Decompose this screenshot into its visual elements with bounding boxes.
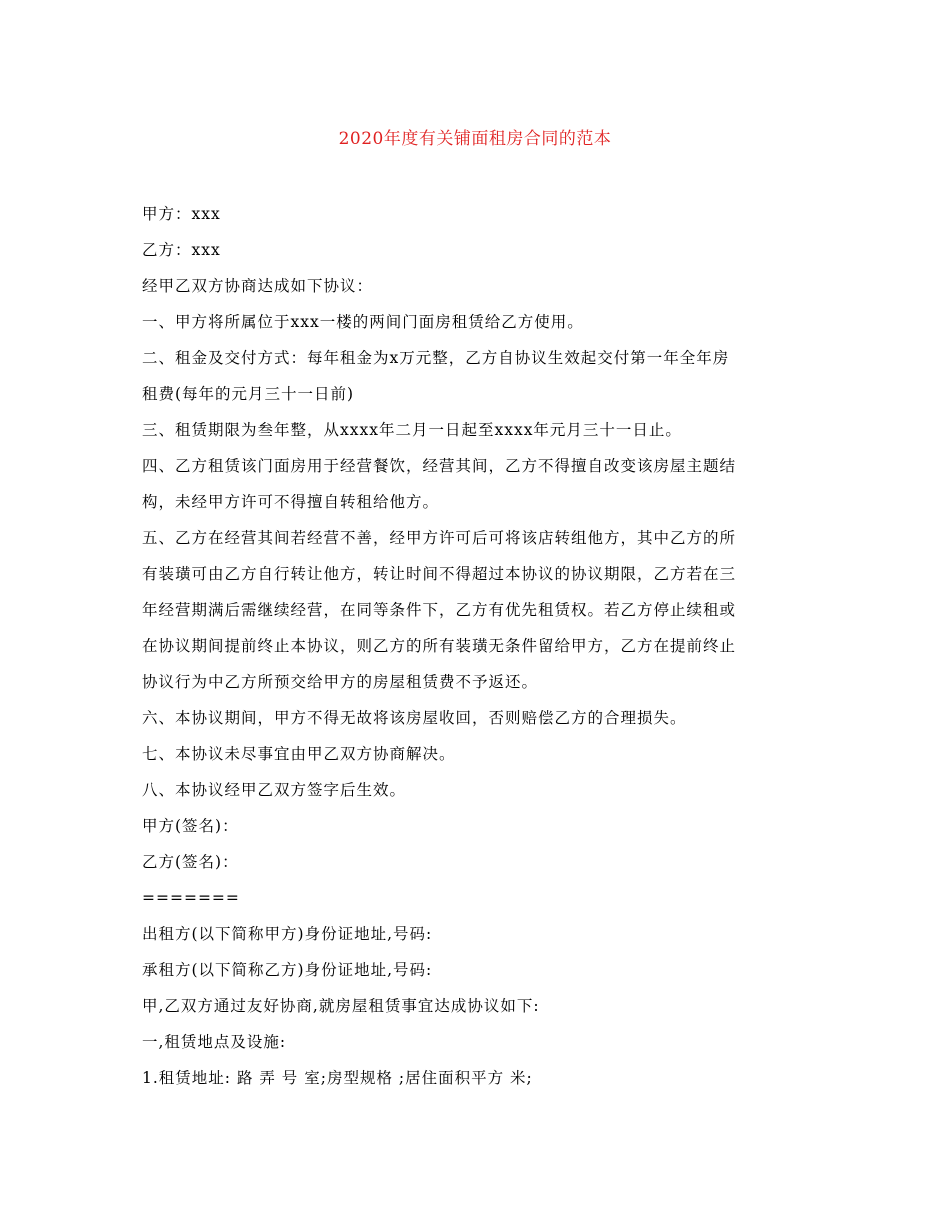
clause-5-line-3: 年经营期满后需继续经营，在同等条件下，乙方有优先租赁权。若乙方停止续租或 (142, 601, 737, 619)
lessee-line: 承租方(以下简称乙方)身份证地址,号码: (142, 961, 433, 979)
party-b-signature: 乙方(签名)： (142, 853, 239, 871)
clause-7: 七、本协议未尽事宜由甲乙双方协商解决。 (142, 745, 456, 763)
clause-3: 三、租赁期限为叁年整，从xxxx年二月一日起至xxxx年元月三十一日止。 (142, 421, 682, 439)
clause-6: 六、本协议期间，甲方不得无故将该房屋收回，否则赔偿乙方的合理损失。 (142, 709, 687, 727)
clause-5-line-2: 有装璜可由乙方自行转让他方，转让时间不得超过本协议的协议期限，乙方若在三 (142, 565, 737, 583)
clause-5-line-5: 协议行为中乙方所预交给甲方的房屋租赁费不予返还。 (142, 673, 539, 691)
document-body (142, 196, 822, 1096)
clause-4-line-1: 四、乙方租赁该门面房用于经营餐饮，经营其间，乙方不得擅自改变该房屋主题结 (142, 457, 737, 475)
section-divider: ======= (142, 889, 240, 907)
clause-8: 八、本协议经甲乙双方签字后生效。 (142, 781, 407, 799)
agreement-intro: 经甲乙双方协商达成如下协议： (142, 277, 374, 295)
section-1-heading: 一,租赁地点及设施: (142, 1033, 287, 1051)
clause-4-line-2: 构，未经甲方许可不得擅自转租给他方。 (142, 493, 440, 511)
party-b-line: 乙方：xxx (142, 241, 221, 259)
clause-2-line-1: 二、租金及交付方式：每年租金为x万元整，乙方自协议生效起交付第一年全年房 (142, 349, 730, 367)
document-title: 2020年度有关铺面租房合同的范本 (338, 129, 612, 149)
rental-address-line: 1.租赁地址: 路 弄 号 室;房型规格 ;居住面积平方 米; (142, 1069, 533, 1087)
clause-1: 一、甲方将所属位于xxx一楼的两间门面房租赁给乙方使用。 (142, 313, 584, 331)
party-a-line: 甲方：xxx (142, 205, 221, 223)
clause-5-line-4: 在协议期间提前终止本协议，则乙方的所有装璜无条件留给甲方，乙方在提前终止 (142, 637, 737, 655)
agreement-intro-2: 甲,乙双方通过友好协商,就房屋租赁事宜达成协议如下: (142, 997, 540, 1015)
party-a-signature: 甲方(签名)： (142, 817, 239, 835)
clause-2-line-2: 租费(每年的元月三十一日前) (142, 385, 355, 403)
clause-5-line-1: 五、乙方在经营其间若经营不善，经甲方许可后可将该店转组他方，其中乙方的所 (142, 529, 737, 547)
lessor-line: 出租方(以下简称甲方)身份证地址,号码: (142, 925, 433, 943)
